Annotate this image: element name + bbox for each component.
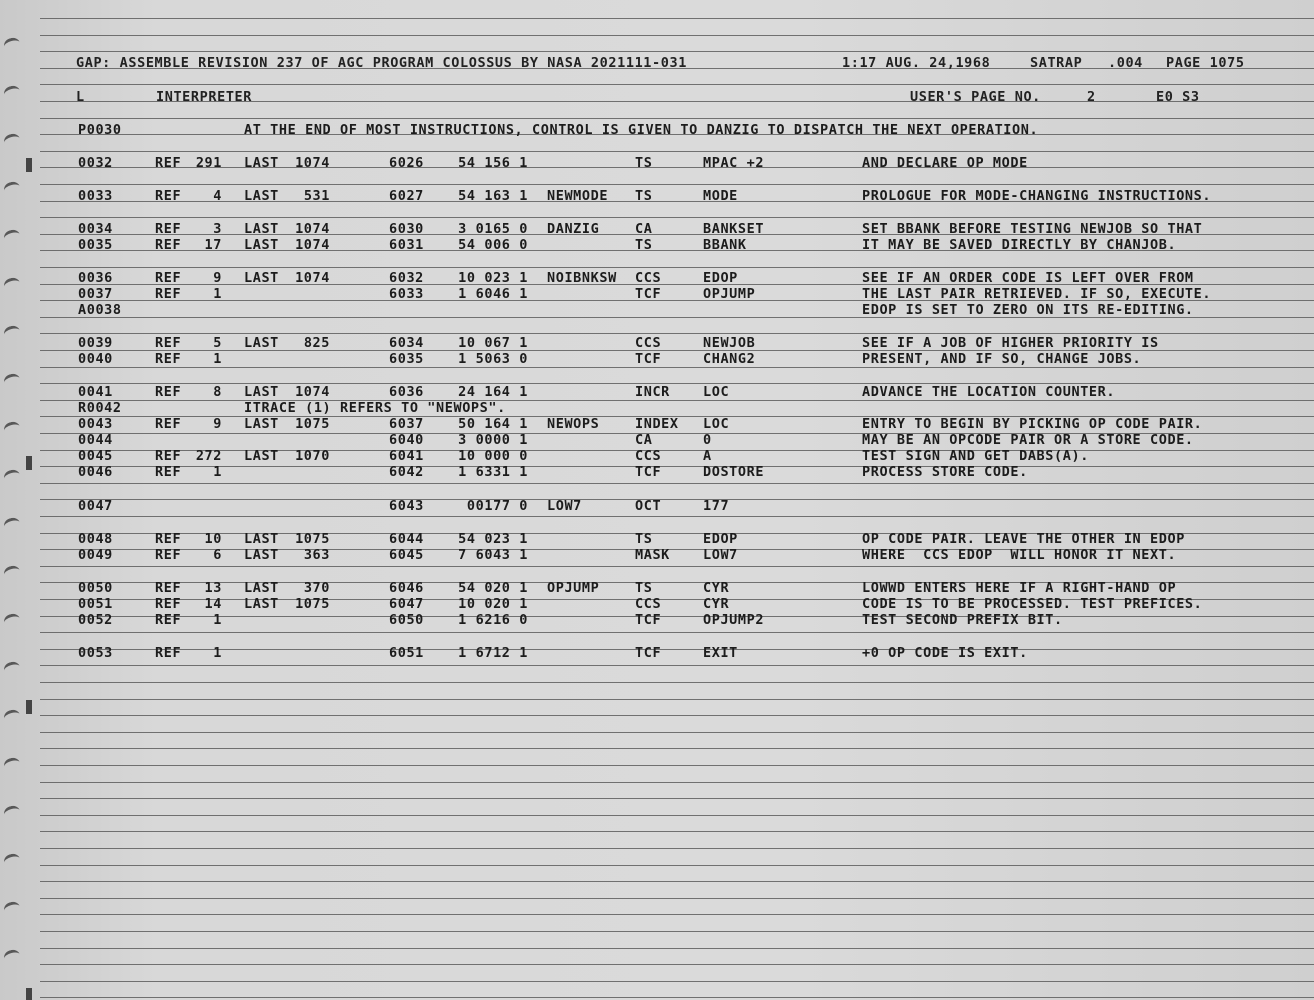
ref-label: REF — [155, 188, 182, 204]
operand: CYR — [703, 580, 730, 596]
ref-number: 4 — [213, 188, 222, 204]
octal-data: 54 023 1 — [458, 531, 528, 547]
remark: AT THE END OF MOST INSTRUCTIONS, CONTROL IS GIVEN TO DANZIG TO DISPATCH THE NEXT OPERATION. — [244, 122, 1039, 138]
last-page-number: 1070 — [295, 448, 330, 464]
rule-line — [40, 151, 1314, 152]
rule-line — [40, 948, 1314, 949]
rule-line — [40, 798, 1314, 799]
opcode: CCS — [635, 596, 662, 612]
ref-number: 14 — [204, 596, 222, 612]
opcode: TS — [635, 531, 653, 547]
last-label: LAST — [244, 596, 279, 612]
last-label: LAST — [244, 188, 279, 204]
margin-mark — [26, 988, 32, 1000]
ref-label: REF — [155, 221, 182, 237]
sequence-number: 0041 — [78, 384, 113, 400]
sequence-number: 0040 — [78, 351, 113, 367]
comment: SEE IF A JOB OF HIGHER PRIORITY IS — [862, 335, 1159, 351]
comment: TEST SIGN AND GET DABS(A). — [862, 448, 1089, 464]
last-page-number: 1074 — [295, 384, 330, 400]
opcode: TCF — [635, 645, 662, 661]
sequence-number: 0050 — [78, 580, 113, 596]
octal-data: 1 6331 1 — [458, 464, 528, 480]
sequence-number: 0036 — [78, 270, 113, 286]
ref-label: REF — [155, 645, 182, 661]
address: 6042 — [389, 464, 424, 480]
sequence-number: 0043 — [78, 416, 113, 432]
listing-subheader — [0, 89, 1314, 105]
rule-line — [40, 35, 1314, 36]
sequence-number: 0034 — [78, 221, 113, 237]
octal-data: 1 6046 1 — [458, 286, 528, 302]
ref-number: 1 — [213, 645, 222, 661]
subheader-user-page-label: USER'S PAGE NO. — [910, 89, 1041, 105]
rule-line — [40, 964, 1314, 965]
address: 6034 — [389, 335, 424, 351]
rule-line — [40, 914, 1314, 915]
octal-data: 10 000 0 — [458, 448, 528, 464]
sequence-number: 0047 — [78, 498, 113, 514]
header-job: .004 — [1108, 55, 1143, 71]
rule-line — [40, 981, 1314, 982]
ref-number: 9 — [213, 416, 222, 432]
header-page: PAGE 1075 — [1166, 55, 1245, 71]
last-page-number: 1074 — [295, 270, 330, 286]
listing-line — [0, 384, 1314, 400]
sequence-number: 0046 — [78, 464, 113, 480]
octal-data: 1 6712 1 — [458, 645, 528, 661]
opcode: INDEX — [635, 416, 679, 432]
address: 6030 — [389, 221, 424, 237]
subheader-section: INTERPRETER — [156, 89, 253, 105]
sequence-number: 0039 — [78, 335, 113, 351]
last-label: LAST — [244, 580, 279, 596]
ref-label: REF — [155, 270, 182, 286]
address: 6051 — [389, 645, 424, 661]
ref-label: REF — [155, 612, 182, 628]
listing-line — [0, 351, 1314, 367]
listing-line — [0, 547, 1314, 563]
opcode: TCF — [635, 612, 662, 628]
ref-label: REF — [155, 547, 182, 563]
listing-line — [0, 498, 1314, 514]
feed-hole — [3, 756, 22, 773]
listing-line — [0, 596, 1314, 612]
operand: CYR — [703, 596, 730, 612]
comment: IT MAY BE SAVED DIRECTLY BY CHANJOB. — [862, 237, 1177, 253]
listing-line — [0, 645, 1314, 661]
rule-line — [40, 84, 1314, 85]
rule-line — [40, 815, 1314, 816]
address: 6046 — [389, 580, 424, 596]
address: 6050 — [389, 612, 424, 628]
sequence-number: 0037 — [78, 286, 113, 302]
listing-line — [0, 188, 1314, 204]
rule-line — [40, 483, 1314, 484]
octal-data: 24 164 1 — [458, 384, 528, 400]
opcode: CCS — [635, 270, 662, 286]
last-label: LAST — [244, 384, 279, 400]
sequence-number: P0030 — [78, 122, 122, 138]
ref-number: 5 — [213, 335, 222, 351]
header-title: GAP: ASSEMBLE REVISION 237 OF AGC PROGRAM COLOSSUS BY NASA 2021111-031 — [76, 55, 687, 71]
octal-data: 1 5063 0 — [458, 351, 528, 367]
comment: WHERE CCS EDOP WILL HONOR IT NEXT. — [862, 547, 1177, 563]
operand: BBANK — [703, 237, 747, 253]
ref-number: 1 — [213, 286, 222, 302]
label: DANZIG — [547, 221, 600, 237]
octal-data: 1 6216 0 — [458, 612, 528, 628]
ref-number: 10 — [204, 531, 222, 547]
label: OPJUMP — [547, 580, 600, 596]
listing-line — [0, 612, 1314, 628]
rule-line — [40, 898, 1314, 899]
opcode: TS — [635, 188, 653, 204]
ref-label: REF — [155, 384, 182, 400]
listing-line — [0, 122, 1314, 138]
operand: EDOP — [703, 270, 738, 286]
listing-line — [0, 270, 1314, 286]
rule-line — [40, 367, 1314, 368]
operand: OPJUMP2 — [703, 612, 765, 628]
listing-line — [0, 155, 1314, 171]
last-label: LAST — [244, 531, 279, 547]
header-timestamp: 1:17 AUG. 24,1968 — [842, 55, 991, 71]
operand: 177 — [703, 498, 730, 514]
opcode: TCF — [635, 286, 662, 302]
opcode: CA — [635, 432, 653, 448]
ref-number: 272 — [195, 448, 222, 464]
address: 6045 — [389, 547, 424, 563]
opcode: INCR — [635, 384, 670, 400]
rule-line — [40, 881, 1314, 882]
feed-hole — [3, 804, 22, 821]
last-label: LAST — [244, 416, 279, 432]
comment: +0 OP CODE IS EXIT. — [862, 645, 1028, 661]
feed-hole — [3, 948, 22, 965]
comment: AND DECLARE OP MODE — [862, 155, 1028, 171]
feed-hole — [3, 900, 22, 917]
comment: MAY BE AN OPCODE PAIR OR A STORE CODE. — [862, 432, 1194, 448]
ref-number: 291 — [195, 155, 222, 171]
opcode: TS — [635, 580, 653, 596]
ref-label: REF — [155, 596, 182, 612]
last-label: LAST — [244, 221, 279, 237]
ref-label: REF — [155, 464, 182, 480]
octal-data: 3 0000 1 — [458, 432, 528, 448]
rule-line — [40, 51, 1314, 52]
rule-line — [40, 865, 1314, 866]
sequence-number: 0044 — [78, 432, 113, 448]
address: 6027 — [389, 188, 424, 204]
opcode: CCS — [635, 335, 662, 351]
rule-line — [40, 18, 1314, 19]
last-page-number: 1074 — [295, 221, 330, 237]
ref-number: 1 — [213, 464, 222, 480]
operand: EDOP — [703, 531, 738, 547]
operand: CHANG2 — [703, 351, 756, 367]
label: LOW7 — [547, 498, 582, 514]
listing-line — [0, 580, 1314, 596]
rule-line — [40, 748, 1314, 749]
listing-line — [0, 416, 1314, 432]
comment: ENTRY TO BEGIN BY PICKING OP CODE PAIR. — [862, 416, 1203, 432]
last-page-number: 825 — [303, 335, 330, 351]
ref-label: REF — [155, 335, 182, 351]
last-page-number: 1075 — [295, 596, 330, 612]
rule-line — [40, 184, 1314, 185]
last-page-number: 1075 — [295, 531, 330, 547]
ref-number: 9 — [213, 270, 222, 286]
address: 6043 — [389, 498, 424, 514]
ref-label: REF — [155, 580, 182, 596]
octal-data: 7 6043 1 — [458, 547, 528, 563]
margin-mark — [26, 700, 32, 714]
opcode: MASK — [635, 547, 670, 563]
operand: A — [703, 448, 712, 464]
comment: PRESENT, AND IF SO, CHANGE JOBS. — [862, 351, 1142, 367]
rule-line — [40, 782, 1314, 783]
comment: TEST SECOND PREFIX BIT. — [862, 612, 1063, 628]
rule-line — [40, 217, 1314, 218]
operand: OPJUMP — [703, 286, 756, 302]
rule-line — [40, 699, 1314, 700]
last-label: LAST — [244, 547, 279, 563]
sequence-number: 0032 — [78, 155, 113, 171]
listing-line — [0, 432, 1314, 448]
ref-number: 1 — [213, 351, 222, 367]
sequence-number: 0045 — [78, 448, 113, 464]
listing-line — [0, 400, 1314, 416]
sequence-number: 0052 — [78, 612, 113, 628]
address: 6033 — [389, 286, 424, 302]
last-label: LAST — [244, 155, 279, 171]
opcode: TS — [635, 155, 653, 171]
comment: CODE IS TO BE PROCESSED. TEST PREFICES. — [862, 596, 1203, 612]
listing-line — [0, 237, 1314, 253]
opcode: TCF — [635, 464, 662, 480]
ref-number: 1 — [213, 612, 222, 628]
address: 6037 — [389, 416, 424, 432]
octal-data: 10 067 1 — [458, 335, 528, 351]
sequence-number: 0048 — [78, 531, 113, 547]
comment: EDOP IS SET TO ZERO ON ITS RE-EDITING. — [862, 302, 1194, 318]
rule-line — [40, 665, 1314, 666]
last-page-number: 1074 — [295, 155, 330, 171]
label: NEWOPS — [547, 416, 600, 432]
octal-data: 10 020 1 — [458, 596, 528, 612]
opcode: TS — [635, 237, 653, 253]
header-operator: SATRAP — [1030, 55, 1083, 71]
octal-data: 3 0165 0 — [458, 221, 528, 237]
rule-line — [40, 715, 1314, 716]
listing-line — [0, 464, 1314, 480]
feed-hole — [3, 852, 22, 869]
octal-data: 54 163 1 — [458, 188, 528, 204]
operand: LOC — [703, 416, 730, 432]
address: 6047 — [389, 596, 424, 612]
opcode: OCT — [635, 498, 662, 514]
feed-hole — [3, 564, 22, 581]
octal-data: 54 006 0 — [458, 237, 528, 253]
operand: NEWJOB — [703, 335, 756, 351]
ref-label: REF — [155, 416, 182, 432]
feed-hole — [3, 708, 22, 725]
sequence-number: 0033 — [78, 188, 113, 204]
comment: SEE IF AN ORDER CODE IS LEFT OVER FROM — [862, 270, 1194, 286]
comment: PROLOGUE FOR MODE-CHANGING INSTRUCTIONS. — [862, 188, 1212, 204]
comment: OP CODE PAIR. LEAVE THE OTHER IN EDOP — [862, 531, 1185, 547]
rule-line — [40, 931, 1314, 932]
address: 6040 — [389, 432, 424, 448]
subheader-edition: E0 S3 — [1156, 89, 1200, 105]
label: NEWMODE — [547, 188, 609, 204]
subheader-user-page-number: 2 — [1087, 89, 1096, 105]
last-label: LAST — [244, 270, 279, 286]
rule-line — [40, 997, 1314, 998]
listing-header — [0, 55, 1314, 71]
octal-data: 50 164 1 — [458, 416, 528, 432]
last-page-number: 1075 — [295, 416, 330, 432]
octal-data: 10 023 1 — [458, 270, 528, 286]
ref-number: 8 — [213, 384, 222, 400]
listing-line — [0, 302, 1314, 318]
rule-line — [40, 765, 1314, 766]
operand: LOW7 — [703, 547, 738, 563]
operand: DOSTORE — [703, 464, 765, 480]
ref-label: REF — [155, 351, 182, 367]
last-label: LAST — [244, 335, 279, 351]
ref-label: REF — [155, 155, 182, 171]
rule-line — [40, 118, 1314, 119]
ref-number: 17 — [204, 237, 222, 253]
subheader-type: L — [76, 89, 85, 105]
sequence-number: 0049 — [78, 547, 113, 563]
operand: LOC — [703, 384, 730, 400]
listing-line — [0, 531, 1314, 547]
listing-line — [0, 221, 1314, 237]
listing-line — [0, 286, 1314, 302]
ref-label: REF — [155, 448, 182, 464]
last-page-number: 363 — [303, 547, 330, 563]
operand: BANKSET — [703, 221, 765, 237]
octal-data: 00177 0 — [466, 498, 528, 514]
sequence-number: 0053 — [78, 645, 113, 661]
comment: LOWWD ENTERS HERE IF A RIGHT-HAND OP — [862, 580, 1177, 596]
operand: 0 — [703, 432, 712, 448]
rule-line — [40, 831, 1314, 832]
sequence-number: R0042 — [78, 400, 122, 416]
last-page-number: 1074 — [295, 237, 330, 253]
last-label: LAST — [244, 237, 279, 253]
ref-number: 6 — [213, 547, 222, 563]
opcode: CA — [635, 221, 653, 237]
last-page-number: 531 — [303, 188, 330, 204]
address: 6031 — [389, 237, 424, 253]
operand: MPAC +2 — [703, 155, 765, 171]
last-page-number: 370 — [303, 580, 330, 596]
opcode: CCS — [635, 448, 662, 464]
rule-line — [40, 732, 1314, 733]
address: 6036 — [389, 384, 424, 400]
operand: MODE — [703, 188, 738, 204]
sequence-number: A0038 — [78, 302, 122, 318]
comment: THE LAST PAIR RETRIEVED. IF SO, EXECUTE. — [862, 286, 1212, 302]
address: 6035 — [389, 351, 424, 367]
rule-line — [40, 632, 1314, 633]
rule-line — [40, 333, 1314, 334]
ref-label: REF — [155, 531, 182, 547]
listing-line — [0, 335, 1314, 351]
address: 6044 — [389, 531, 424, 547]
ref-number: 3 — [213, 221, 222, 237]
address: 6041 — [389, 448, 424, 464]
sequence-number: 0051 — [78, 596, 113, 612]
rule-line — [40, 848, 1314, 849]
opcode: TCF — [635, 351, 662, 367]
comment: SET BBANK BEFORE TESTING NEWJOB SO THAT — [862, 221, 1203, 237]
ref-label: REF — [155, 237, 182, 253]
listing-line — [0, 448, 1314, 464]
ref-label: REF — [155, 286, 182, 302]
rule-line — [40, 566, 1314, 567]
octal-data: 54 156 1 — [458, 155, 528, 171]
octal-data: 54 020 1 — [458, 580, 528, 596]
address: 6026 — [389, 155, 424, 171]
feed-hole — [3, 36, 22, 53]
rule-line — [40, 516, 1314, 517]
rule-line — [40, 682, 1314, 683]
remark: ITRACE (1) REFERS TO "NEWOPS". — [244, 400, 506, 416]
feed-hole — [3, 660, 22, 677]
comment: ADVANCE THE LOCATION COUNTER. — [862, 384, 1116, 400]
sequence-number: 0035 — [78, 237, 113, 253]
rule-line — [40, 267, 1314, 268]
address: 6032 — [389, 270, 424, 286]
comment: PROCESS STORE CODE. — [862, 464, 1028, 480]
ref-number: 13 — [204, 580, 222, 596]
operand: EXIT — [703, 645, 738, 661]
label: NOIBNKSW — [547, 270, 617, 286]
last-label: LAST — [244, 448, 279, 464]
